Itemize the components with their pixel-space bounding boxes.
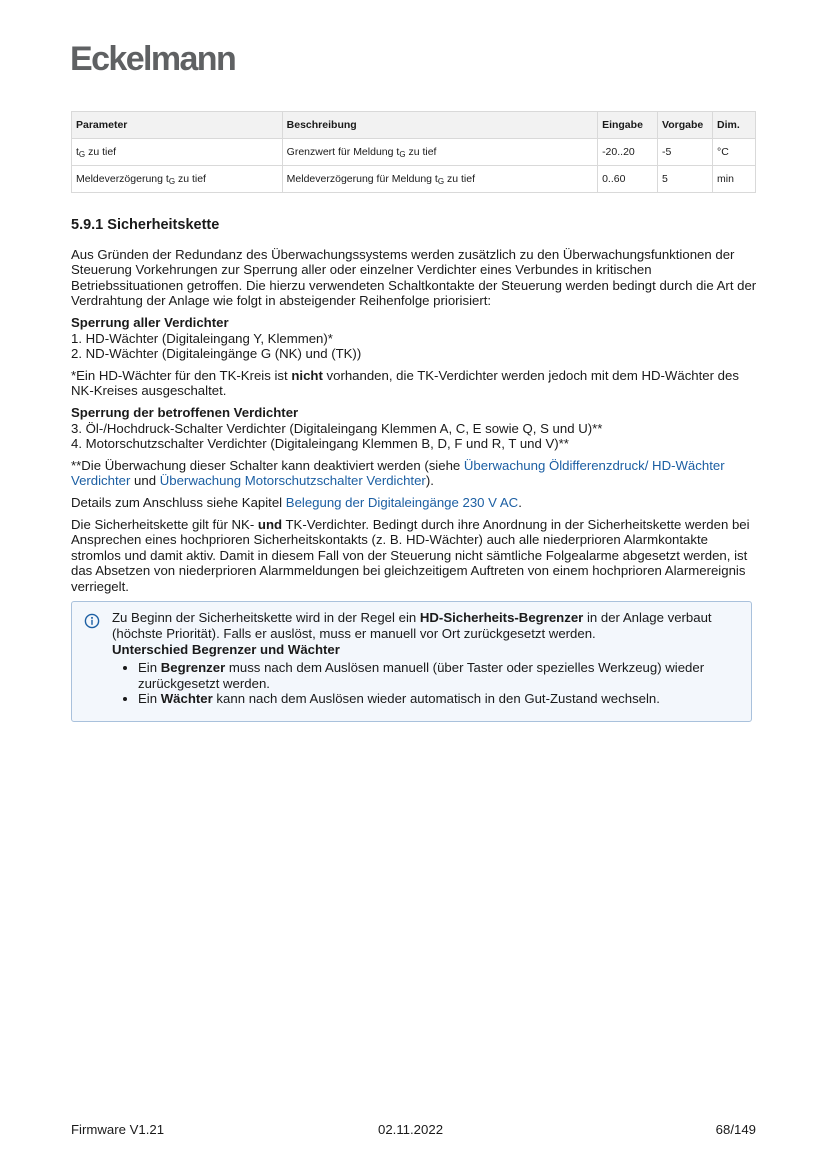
table-cell-dim: min <box>713 166 756 193</box>
table-cell-parameter: Meldeverzögerung $t_G$ zu tief <box>72 166 283 193</box>
section-heading: 5.9.1 Sicherheitskette <box>71 217 220 233</box>
list-item: • Ein Wächter kann nach dem Auslösen wieder automatisch in den Gut-Zustand wechseln. <box>138 691 739 707</box>
link-oil-pressure-monitoring[interactable]: Überwachung Öldifferenzdruck/ HD-Wächter Verdichter <box>71 457 725 489</box>
list-item: 4. Motorschutzschalter Verdichter (Digitaleingang Klemmen B, D, F und R, T und V)** <box>71 436 569 452</box>
section-content <box>71 218 761 722</box>
table-cell-dim: °C <box>713 139 756 166</box>
group-title: Sperrung aller Verdichter <box>71 314 229 330</box>
table-cell-vorgabe: -5 <box>658 139 713 166</box>
column-header: Parameter <box>72 112 283 139</box>
table-row <box>72 166 756 193</box>
footnote-hd: *Ein HD-Wächter für den TK-Kreis ist nicht vorhanden, die TK-Verdichter werden jedoch mit dem HD-Wächter des NK-Kreises ausgeschaltet. <box>71 367 739 399</box>
link-motor-protection-monitoring[interactable]: Überwachung Motorschutzschalter Verdichter <box>159 473 426 489</box>
list-item: 3. Öl-/Hochdruck-Schalter Verdichter (Digitaleingang Klemmen A, C, E sowie Q, S und U)** <box>71 420 603 436</box>
list-item: 1. HD-Wächter (Digitaleingang Y, Klemmen)* <box>71 330 333 346</box>
list-item: • Ein Begrenzer muss nach dem Auslösen manuell (über Taster oder spezielles Werkzeug) wieder zurückgesetzt werden. <box>138 660 739 691</box>
info-note <box>71 601 752 722</box>
column-header: Vorgabe <box>658 112 713 139</box>
table-cell-description: Meldeverzögerung für Meldung $t_G$ zu tief <box>282 166 597 193</box>
note-subtitle: Unterschied Begrenzer und Wächter <box>112 641 340 657</box>
footer-firmware: Firmware V1.21 <box>71 1122 165 1137</box>
note-body <box>112 610 739 707</box>
intro-paragraph: Aus Gründen der Redundanz des Überwachungssystems werden zusätzlich zu den Überwachungsfunktionen der Steuerung Vorkehrungen zur Sperrung aller oder einzelner Verdichter eines Verbundes in kritischen Betriebssituationen getroffen. Die hierzu verwendeten Schaltkontakte der Steuerung werden bedingt durch die Art der Verdrahtung der Anlage wie folgt in absteigender Reihenfolge priorisiert: <box>71 246 757 309</box>
note-text: Zu Beginn der Sicherheitskette wird in der Regel ein HD-Sicherheits-Begrenzer in der Anlage verbaut (höchste Priorität). Falls er auslöst, muss er manuell vor Ort zurückgesetzt werden. <box>112 610 712 642</box>
eckelmann-logo: Eckelmann <box>70 40 236 78</box>
footer-date: 02.11.2022 <box>378 1122 444 1137</box>
group-title: Sperrung der betroffenen Verdichter <box>71 404 299 420</box>
footer-page-number: 68/149 <box>715 1122 756 1137</box>
table-cell-eingabe: -20..20 <box>598 139 658 166</box>
column-header: Dim. <box>713 112 756 139</box>
parameter-table <box>71 111 756 193</box>
table-cell-vorgabe: 5 <box>658 166 713 193</box>
note-list <box>112 660 739 707</box>
chain-paragraph: Die Sicherheitskette gilt für NK- und TK-Verdichter. Bedingt durch ihre Anordnung in der Sicherheitskette werden bei Ansprechen eines hochprioren Sicherheitskontakts (z. B. HD-Wächter) auch alle niederprioren Alarmkontakte stromlos und damit aktiv. Damit in diesem Fall von der Steuerung nicht sämtliche Folgealarme abgesetzt werden, ist das Absetzen von niederprioren Alarmmeldungen bei gleichzeitigem Auftreten von einem hochprioren Alarmereignis verriegelt. <box>71 516 750 594</box>
details-paragraph: Details zum Anschluss siehe Kapitel Belegung der Digitaleingänge 230 V AC. <box>71 494 522 510</box>
table-cell-parameter: $t_G$ zu tief <box>72 139 283 166</box>
footnote-switches: **Die Überwachung dieser Schalter kann deaktiviert werden (siehe Überwachung Öldifferenzdruck/ HD-Wächter Verdichter und Überwachung Motorschutzschalter Verdichter). <box>71 457 725 489</box>
group-affected-compressors <box>71 405 761 452</box>
info-icon <box>84 610 102 707</box>
table-cell-description: Grenzwert für Meldung $t_G$ zu tief <box>282 139 597 166</box>
column-header: Eingabe <box>598 112 658 139</box>
list-item: 2. ND-Wächter (Digitaleingänge G (NK) und (TK)) <box>71 346 362 362</box>
table-row <box>72 139 756 166</box>
table-header-row <box>72 112 756 139</box>
group-all-compressors <box>71 315 761 362</box>
link-digital-inputs[interactable]: Belegung der Digitaleingänge 230 V AC <box>285 494 519 510</box>
table-cell-eingabe: 0..60 <box>598 166 658 193</box>
column-header: Beschreibung <box>282 112 597 139</box>
